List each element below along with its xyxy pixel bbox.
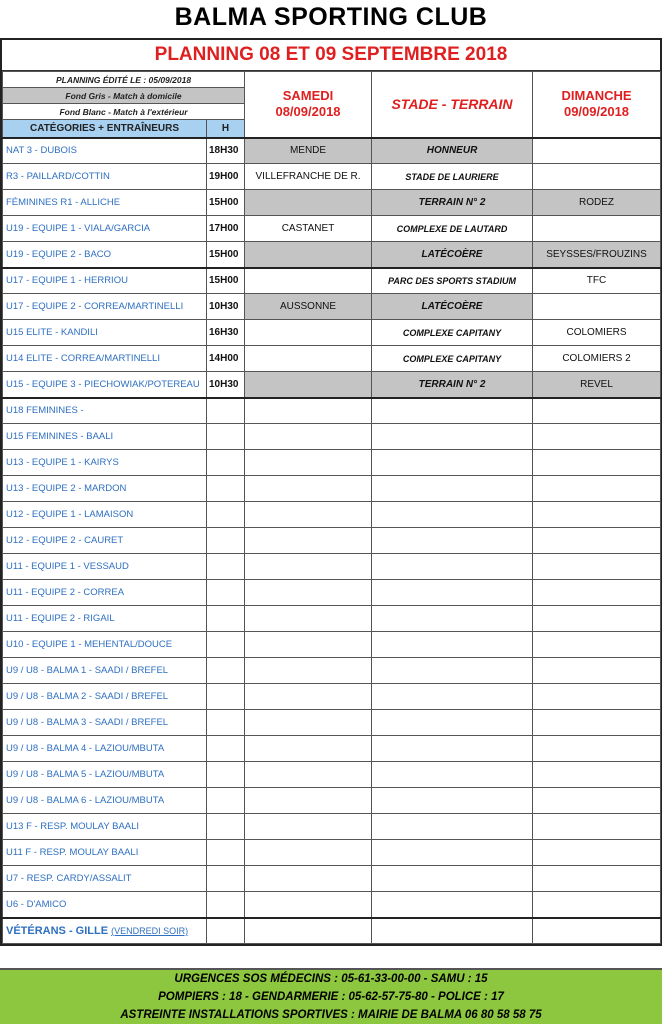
schedule-row [3, 632, 661, 658]
categories-header: CATÉGORIES + ENTRAÎNEURS [3, 120, 207, 138]
category-cell: U15 FEMININES - BAALI [3, 424, 207, 450]
venue-cell [372, 502, 533, 528]
schedule-row [3, 320, 661, 346]
category-cell: FÉMININES R1 - ALLICHE [3, 190, 207, 216]
saturday-opponent-cell [245, 606, 372, 632]
sunday-opponent-cell [533, 788, 661, 814]
sunday-opponent-cell [533, 762, 661, 788]
sunday-opponent-cell: RODEZ [533, 190, 661, 216]
schedule-row [3, 866, 661, 892]
category-cell: U9 / U8 - BALMA 2 - SAADI / BREFEL [3, 684, 207, 710]
sunday-opponent-cell [533, 580, 661, 606]
sunday-opponent-cell [533, 710, 661, 736]
sunday-opponent-cell [533, 398, 661, 424]
hour-cell [207, 684, 245, 710]
veterans-cell [3, 918, 207, 944]
schedule-row [3, 892, 661, 918]
venue-cell [372, 580, 533, 606]
venue-cell [372, 450, 533, 476]
saturday-opponent-cell [245, 892, 372, 918]
schedule-row [3, 450, 661, 476]
schedule-row [3, 840, 661, 866]
saturday-opponent-cell [245, 502, 372, 528]
sunday-opponent-cell [533, 528, 661, 554]
venue-cell: HONNEUR [372, 138, 533, 164]
sunday-opponent-cell [533, 164, 661, 190]
sunday-opponent-cell [533, 840, 661, 866]
emergency-footer [0, 968, 662, 1024]
hour-header: H [207, 120, 245, 138]
hour-cell [207, 606, 245, 632]
hour-cell [207, 892, 245, 918]
sunday-opponent-cell [533, 866, 661, 892]
category-cell: U19 - EQUIPE 2 - BACO [3, 242, 207, 268]
footer-line-2: POMPIERS : 18 - GENDARMERIE : 05-62-57-75-80 - POLICE : 17 [158, 991, 504, 1003]
saturday-opponent-cell: MENDE [245, 138, 372, 164]
category-cell: U14 ELITE - CORREA/MARTINELLI [3, 346, 207, 372]
hour-cell [207, 528, 245, 554]
schedule-row [3, 788, 661, 814]
saturday-opponent-cell [245, 424, 372, 450]
saturday-opponent-cell [245, 866, 372, 892]
saturday-header [245, 72, 372, 138]
schedule-row [3, 476, 661, 502]
hour-cell [207, 658, 245, 684]
saturday-opponent-cell [245, 398, 372, 424]
category-cell: U10 - EQUIPE 1 - MEHENTAL/DOUCE [3, 632, 207, 658]
saturday-day: SAMEDI [282, 88, 334, 104]
planning-title: PLANNING 08 ET 09 SEPTEMBRE 2018 [2, 40, 660, 71]
sunday-opponent-cell [533, 736, 661, 762]
venue-cell [372, 632, 533, 658]
hour-cell [207, 502, 245, 528]
schedule-row [3, 736, 661, 762]
venue-cell [372, 918, 533, 944]
venue-cell: TERRAIN N° 2 [372, 190, 533, 216]
category-cell: U12 - EQUIPE 1 - LAMAISON [3, 502, 207, 528]
venue-cell [372, 424, 533, 450]
saturday-opponent-cell: VILLEFRANCHE DE R. [245, 164, 372, 190]
saturday-opponent-cell [245, 372, 372, 398]
venue-cell: LATÉCOÈRE [372, 242, 533, 268]
venue-cell [372, 684, 533, 710]
saturday-opponent-cell [245, 918, 372, 944]
schedule-row [3, 190, 661, 216]
veterans-label: VÉTÉRANS - GILLE [6, 924, 109, 937]
veterans-note: (VENDREDI SOIR) [111, 925, 189, 936]
schedule-row [3, 554, 661, 580]
category-cell: U15 - EQUIPE 3 - PIECHOWIAK/POTEREAU [3, 372, 207, 398]
hour-cell [207, 398, 245, 424]
sunday-opponent-cell [533, 424, 661, 450]
hour-cell: 15H00 [207, 242, 245, 268]
sunday-opponent-cell [533, 476, 661, 502]
saturday-opponent-cell [245, 580, 372, 606]
schedule-row [3, 164, 661, 190]
saturday-opponent-cell [245, 268, 372, 294]
category-cell: U19 - EQUIPE 1 - VIALA/GARCIA [3, 216, 207, 242]
saturday-opponent-cell [245, 684, 372, 710]
sunday-opponent-cell [533, 554, 661, 580]
category-cell: U11 - EQUIPE 1 - VESSAUD [3, 554, 207, 580]
sunday-date: 09/09/2018 [563, 104, 630, 120]
hour-cell [207, 424, 245, 450]
venue-cell [372, 528, 533, 554]
category-cell: U9 / U8 - BALMA 6 - LAZIOU/MBUTA [3, 788, 207, 814]
hour-cell: 15H00 [207, 190, 245, 216]
saturday-opponent-cell [245, 320, 372, 346]
schedule-row [3, 658, 661, 684]
hour-cell: 14H00 [207, 346, 245, 372]
sunday-opponent-cell [533, 502, 661, 528]
sunday-opponent-cell [533, 294, 661, 320]
schedule-row [3, 528, 661, 554]
category-cell: U6 - D'AMICO [3, 892, 207, 918]
saturday-opponent-cell [245, 554, 372, 580]
sunday-opponent-cell [533, 658, 661, 684]
schedule-row [3, 242, 661, 268]
saturday-opponent-cell [245, 242, 372, 268]
saturday-opponent-cell: AUSSONNE [245, 294, 372, 320]
venue-cell [372, 606, 533, 632]
saturday-opponent-cell [245, 190, 372, 216]
hour-cell: 10H30 [207, 294, 245, 320]
category-cell: U9 / U8 - BALMA 4 - LAZIOU/MBUTA [3, 736, 207, 762]
saturday-opponent-cell [245, 710, 372, 736]
hour-cell [207, 814, 245, 840]
sunday-opponent-cell: TFC [533, 268, 661, 294]
white-legend: Fond Blanc - Match à l'extérieur [3, 104, 245, 120]
category-cell: U12 - EQUIPE 2 - CAURET [3, 528, 207, 554]
saturday-opponent-cell [245, 632, 372, 658]
sunday-opponent-cell [533, 892, 661, 918]
venue-cell [372, 892, 533, 918]
schedule-row [3, 424, 661, 450]
hour-cell [207, 762, 245, 788]
category-cell: U9 / U8 - BALMA 1 - SAADI / BREFEL [3, 658, 207, 684]
sunday-opponent-cell: SEYSSES/FROUZINS [533, 242, 661, 268]
grey-legend: Fond Gris - Match à domicile [3, 88, 245, 104]
hour-cell [207, 918, 245, 944]
sunday-day: DIMANCHE [561, 88, 632, 104]
saturday-opponent-cell [245, 814, 372, 840]
saturday-opponent-cell [245, 658, 372, 684]
hour-cell [207, 840, 245, 866]
category-cell: U13 - EQUIPE 2 - MARDON [3, 476, 207, 502]
hour-cell [207, 710, 245, 736]
category-cell: U9 / U8 - BALMA 3 - SAADI / BREFEL [3, 710, 207, 736]
schedule-row [3, 372, 661, 398]
hour-cell: 10H30 [207, 372, 245, 398]
schedule-row [3, 138, 661, 164]
venue-cell: TERRAIN N° 2 [372, 372, 533, 398]
venue-cell: COMPLEXE CAPITANY [372, 346, 533, 372]
category-cell: U9 / U8 - BALMA 5 - LAZIOU/MBUTA [3, 762, 207, 788]
venue-cell [372, 866, 533, 892]
hour-cell [207, 580, 245, 606]
venue-cell [372, 476, 533, 502]
venue-cell: COMPLEXE DE LAUTARD [372, 216, 533, 242]
saturday-opponent-cell [245, 450, 372, 476]
category-cell: NAT 3 - DUBOIS [3, 138, 207, 164]
category-cell: U13 F - RESP. MOULAY BAALI [3, 814, 207, 840]
venue-cell: COMPLEXE CAPITANY [372, 320, 533, 346]
hour-cell [207, 866, 245, 892]
hour-cell: 19H00 [207, 164, 245, 190]
edited-date: PLANNING ÉDITÉ LE : 05/09/2018 [3, 72, 245, 88]
category-cell: U17 - EQUIPE 2 - CORREA/MARTINELLI [3, 294, 207, 320]
venue-cell [372, 840, 533, 866]
sunday-opponent-cell [533, 918, 661, 944]
sunday-opponent-cell: COLOMIERS 2 [533, 346, 661, 372]
saturday-date: 08/09/2018 [275, 104, 341, 120]
saturday-opponent-cell [245, 762, 372, 788]
schedule-row [3, 502, 661, 528]
hour-cell: 16H30 [207, 320, 245, 346]
schedule-row [3, 580, 661, 606]
saturday-opponent-cell [245, 840, 372, 866]
saturday-opponent-cell [245, 736, 372, 762]
planning-sheet [0, 38, 662, 946]
category-cell: U7 - RESP. CARDY/ASSALIT [3, 866, 207, 892]
category-cell: U11 F - RESP. MOULAY BAALI [3, 840, 207, 866]
category-cell: U18 FEMININES - [3, 398, 207, 424]
sunday-opponent-cell [533, 684, 661, 710]
sunday-header [533, 72, 661, 138]
sunday-opponent-cell [533, 814, 661, 840]
venue-cell: LATÉCOÈRE [372, 294, 533, 320]
schedule-row [3, 762, 661, 788]
venue-cell [372, 788, 533, 814]
sunday-opponent-cell [533, 450, 661, 476]
hour-cell: 17H00 [207, 216, 245, 242]
footer-line-3: ASTREINTE INSTALLATIONS SPORTIVES : MAIRIE DE BALMA 06 80 58 58 75 [120, 1009, 542, 1021]
venue-cell [372, 710, 533, 736]
schedule-row [3, 294, 661, 320]
schedule-row [3, 710, 661, 736]
hour-cell [207, 736, 245, 762]
schedule-row [3, 216, 661, 242]
category-cell: U15 ELITE - KANDILI [3, 320, 207, 346]
category-cell: U11 - EQUIPE 2 - RIGAIL [3, 606, 207, 632]
sunday-opponent-cell: REVEL [533, 372, 661, 398]
hour-cell [207, 476, 245, 502]
planning-table [2, 71, 661, 944]
venue-cell [372, 736, 533, 762]
venue-header: STADE - TERRAIN [372, 72, 533, 138]
schedule-row [3, 814, 661, 840]
sunday-opponent-cell: COLOMIERS [533, 320, 661, 346]
category-cell: U13 - EQUIPE 1 - KAIRYS [3, 450, 207, 476]
saturday-opponent-cell: CASTANET [245, 216, 372, 242]
club-title: BALMA SPORTING CLUB [174, 3, 488, 31]
hour-cell [207, 788, 245, 814]
sunday-opponent-cell [533, 216, 661, 242]
venue-cell [372, 554, 533, 580]
footer-line-1: URGENCES SOS MÉDECINS : 05-61-33-00-00 - SAMU : 15 [174, 973, 488, 985]
hour-cell: 18H30 [207, 138, 245, 164]
venue-cell [372, 762, 533, 788]
veterans-row [3, 918, 661, 944]
sunday-opponent-cell [533, 606, 661, 632]
venue-cell [372, 814, 533, 840]
venue-cell: PARC DES SPORTS STADIUM [372, 268, 533, 294]
saturday-opponent-cell [245, 476, 372, 502]
schedule-row [3, 268, 661, 294]
schedule-row [3, 684, 661, 710]
venue-cell [372, 398, 533, 424]
sunday-opponent-cell [533, 138, 661, 164]
sunday-opponent-cell [533, 632, 661, 658]
schedule-row [3, 346, 661, 372]
saturday-opponent-cell [245, 528, 372, 554]
saturday-opponent-cell [245, 788, 372, 814]
category-cell: U17 - EQUIPE 1 - HERRIOU [3, 268, 207, 294]
hour-cell: 15H00 [207, 268, 245, 294]
schedule-row [3, 606, 661, 632]
hour-cell [207, 554, 245, 580]
category-cell: R3 - PAILLARD/COTTIN [3, 164, 207, 190]
hour-cell [207, 632, 245, 658]
venue-cell: STADE DE LAURIERE [372, 164, 533, 190]
saturday-opponent-cell [245, 346, 372, 372]
schedule-row [3, 398, 661, 424]
venue-cell [372, 658, 533, 684]
hour-cell [207, 450, 245, 476]
category-cell: U11 - EQUIPE 2 - CORREA [3, 580, 207, 606]
